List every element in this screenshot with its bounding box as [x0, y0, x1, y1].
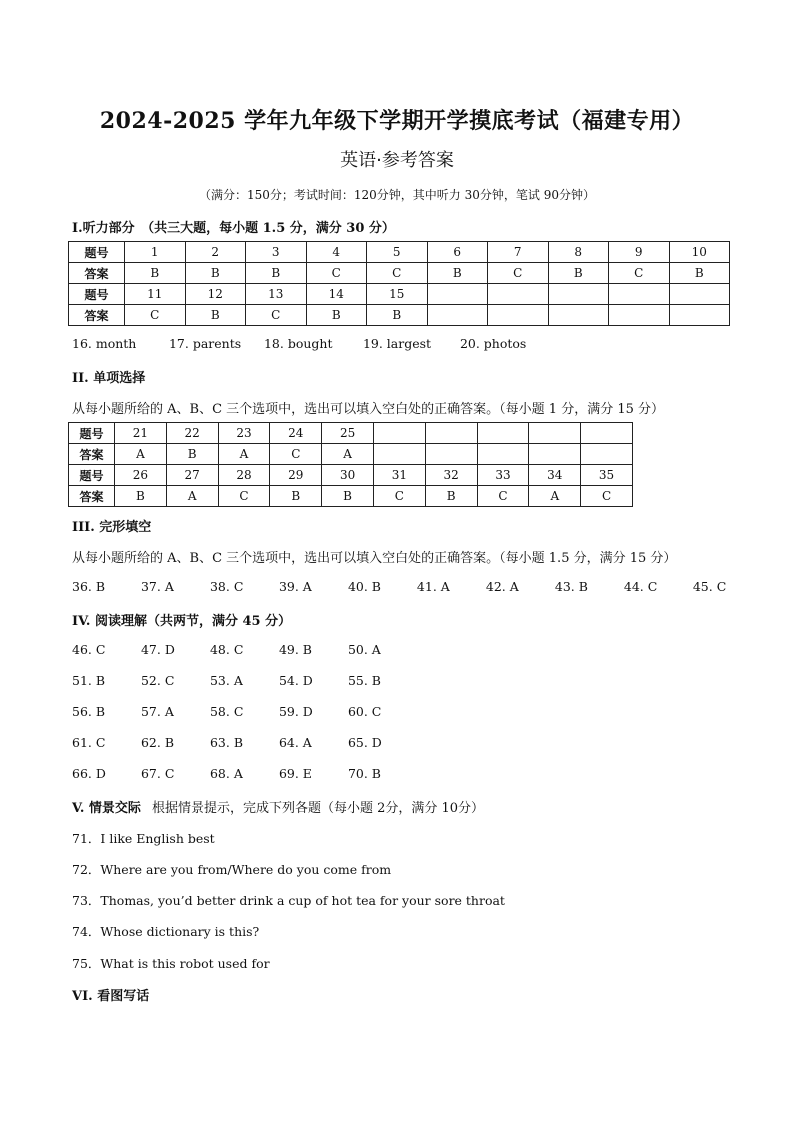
answer-item: 17. parents [168, 336, 242, 351]
question-number: 12 [185, 284, 246, 305]
answer-item: 38. C [209, 579, 244, 594]
question-number: 35 [581, 465, 633, 486]
question-number: 3 [246, 242, 307, 263]
answer-cell: B [115, 486, 167, 507]
answer-item: 57. A [140, 704, 174, 719]
question-number: 4 [306, 242, 367, 263]
answer-item: 45. C [692, 579, 727, 594]
page-title: 2024-2025 学年九年级下学期开学摸底考试（福建专用） [99, 108, 695, 134]
table-row [69, 305, 730, 326]
question-number [425, 423, 477, 444]
section1-heading: I.听力部分 （共三大题，每小题 1.5 分，满分 30 分） [72, 221, 395, 236]
answer-cell: B [548, 263, 609, 284]
section3-heading: III. 完形填空 [72, 520, 152, 535]
question-number: 22 [166, 423, 218, 444]
question-number [669, 284, 730, 305]
section4-answer-row [72, 766, 381, 781]
exam-note: （满分：150分；考试时间：120分钟，其中听力 30分钟，笔试 90分钟） [199, 188, 595, 202]
question-number: 5 [367, 242, 428, 263]
table-row [69, 263, 730, 284]
answer-item: 48. C [209, 642, 244, 657]
question-number: 2 [185, 242, 246, 263]
answer-cell: C [373, 486, 425, 507]
section6-heading: VI. 看图写话 [72, 989, 150, 1004]
table-row [69, 444, 633, 465]
section2-heading: II. 单项选择 [72, 371, 146, 386]
answer-item: 51. B [72, 673, 106, 688]
answer-item: 60. C [347, 704, 382, 719]
question-number: 8 [548, 242, 609, 263]
question-number: 10 [669, 242, 730, 263]
table-row [69, 284, 730, 305]
answer-item: 67. C [140, 766, 175, 781]
question-number: 34 [529, 465, 581, 486]
question-number: 21 [115, 423, 167, 444]
answer-cell: B [185, 263, 246, 284]
section1-fill-answers [72, 336, 526, 351]
answer-item: 52. C [140, 673, 175, 688]
answer-item: 36. B [72, 579, 106, 594]
answer-cell: C [218, 486, 270, 507]
answer-item: 56. B [72, 704, 106, 719]
section4-answer-row [72, 642, 381, 657]
answer-item: 66. D [72, 766, 106, 781]
answer-cell [488, 305, 549, 326]
answer-cell [529, 444, 581, 465]
answer-item: 61. C [72, 735, 106, 750]
section1-answer-table [68, 241, 730, 326]
table-row [69, 423, 633, 444]
answer-cell: A [529, 486, 581, 507]
row-label: 答案 [69, 263, 125, 284]
section3-instruction: 从每小题所给的 A、B、C 三个选项中，选出可以填入空白处的正确答案。（每小题 1.5 分，满分 15 分） [72, 551, 677, 566]
section5-heading: V. 情景交际 [72, 801, 141, 816]
answer-item: 64. A [278, 735, 312, 750]
answer-cell [427, 305, 488, 326]
answer-cell [581, 444, 633, 465]
answer-item: 55. B [347, 673, 381, 688]
answer-item: 73．Thomas, you’d better drink a cup of hot tea for your sore throat [72, 893, 505, 908]
answer-cell: B [246, 263, 307, 284]
answer-cell: B [427, 263, 488, 284]
question-number: 25 [322, 423, 374, 444]
row-label: 题号 [69, 423, 115, 444]
answer-cell: B [270, 486, 322, 507]
answer-cell: C [270, 444, 322, 465]
question-number: 13 [246, 284, 307, 305]
section5-instruction: 根据情景提示，完成下列各题（每小题 2分，满分 10分） [151, 801, 485, 816]
row-label: 题号 [69, 242, 125, 263]
answer-item: 47. D [140, 642, 175, 657]
answer-cell: A [322, 444, 374, 465]
row-label: 答案 [69, 305, 125, 326]
answer-cell: A [166, 486, 218, 507]
question-number: 28 [218, 465, 270, 486]
question-number [548, 284, 609, 305]
answer-cell: B [166, 444, 218, 465]
question-number [427, 284, 488, 305]
question-number: 11 [125, 284, 186, 305]
answer-item: 69. E [278, 766, 312, 781]
question-number [373, 423, 425, 444]
answer-item: 44. C [623, 579, 658, 594]
answer-item: 41. A [416, 579, 450, 594]
question-number [529, 423, 581, 444]
answer-item: 37. A [140, 579, 174, 594]
row-label: 题号 [69, 284, 125, 305]
answer-cell [548, 305, 609, 326]
answer-item: 42. A [485, 579, 519, 594]
answer-cell: C [581, 486, 633, 507]
question-number: 24 [270, 423, 322, 444]
question-number: 32 [425, 465, 477, 486]
table-row [69, 465, 633, 486]
answer-cell: B [367, 305, 428, 326]
answer-item: 39. A [278, 579, 312, 594]
row-label: 题号 [69, 465, 115, 486]
answer-cell [669, 305, 730, 326]
answer-item: 74．Whose dictionary is this? [72, 924, 260, 939]
answer-cell [609, 305, 670, 326]
question-number [581, 423, 633, 444]
answer-item: 70. B [347, 766, 381, 781]
question-number: 31 [373, 465, 425, 486]
answer-item: 49. B [278, 642, 312, 657]
question-number: 9 [609, 242, 670, 263]
answer-cell: C [609, 263, 670, 284]
question-number [488, 284, 549, 305]
answer-cell: C [306, 263, 367, 284]
answer-item: 16. month [72, 336, 137, 351]
answer-cell: B [125, 263, 186, 284]
answer-cell: C [367, 263, 428, 284]
question-number: 1 [125, 242, 186, 263]
section4-answer-row [72, 673, 381, 688]
answer-cell: B [669, 263, 730, 284]
answer-cell: B [306, 305, 367, 326]
answer-cell: A [115, 444, 167, 465]
section2-instruction: 从每小题所给的 A、B、C 三个选项中，选出可以填入空白处的正确答案。（每小题 1 分，满分 15 分） [72, 402, 664, 417]
answer-item: 58. C [209, 704, 244, 719]
answer-cell [425, 444, 477, 465]
question-number: 15 [367, 284, 428, 305]
answer-item: 46. C [72, 642, 106, 657]
table-row [69, 242, 730, 263]
question-number [477, 423, 529, 444]
answer-item: 71．I like English best [72, 831, 215, 846]
question-number: 33 [477, 465, 529, 486]
section4-answer-row [72, 704, 381, 719]
answer-item: 63. B [209, 735, 244, 750]
table-row [69, 486, 633, 507]
section4-answer-row [72, 735, 382, 750]
question-number: 23 [218, 423, 270, 444]
answer-item: 53. A [209, 673, 243, 688]
answer-item: 59. D [278, 704, 313, 719]
question-number: 30 [322, 465, 374, 486]
question-number [609, 284, 670, 305]
answer-item: 54. D [278, 673, 313, 688]
row-label: 答案 [69, 486, 115, 507]
question-number: 29 [270, 465, 322, 486]
answer-item: 19. largest [362, 336, 432, 351]
question-number: 7 [488, 242, 549, 263]
question-number: 6 [427, 242, 488, 263]
section2-answer-table [68, 422, 633, 507]
answer-item: 40. B [347, 579, 381, 594]
section5-header [72, 797, 484, 816]
answer-cell: B [322, 486, 374, 507]
answer-cell: C [125, 305, 186, 326]
section3-answers [72, 579, 726, 594]
answer-cell [477, 444, 529, 465]
answer-cell [373, 444, 425, 465]
answer-cell: A [218, 444, 270, 465]
answer-item: 68. A [209, 766, 243, 781]
answer-cell: B [425, 486, 477, 507]
answer-item: 43. B [554, 579, 588, 594]
question-number: 26 [115, 465, 167, 486]
answer-cell: C [488, 263, 549, 284]
question-number: 14 [306, 284, 367, 305]
row-label: 答案 [69, 444, 115, 465]
question-number: 27 [166, 465, 218, 486]
answer-item: 50. A [347, 642, 381, 657]
answer-item: 72．Where are you from/Where do you come from [72, 862, 392, 877]
answer-cell: C [477, 486, 529, 507]
section4-heading: IV. 阅读理解（共两节，满分 45 分） [72, 614, 292, 629]
answer-item: 20. photos [459, 336, 527, 351]
answer-item: 62. B [140, 735, 175, 750]
answer-item: 18. bought [263, 336, 333, 351]
page-subtitle: 英语·参考答案 [340, 150, 454, 171]
answer-cell: C [246, 305, 307, 326]
answer-cell: B [185, 305, 246, 326]
answer-item: 75．What is this robot used for [72, 956, 270, 971]
answer-item: 65. D [347, 735, 382, 750]
